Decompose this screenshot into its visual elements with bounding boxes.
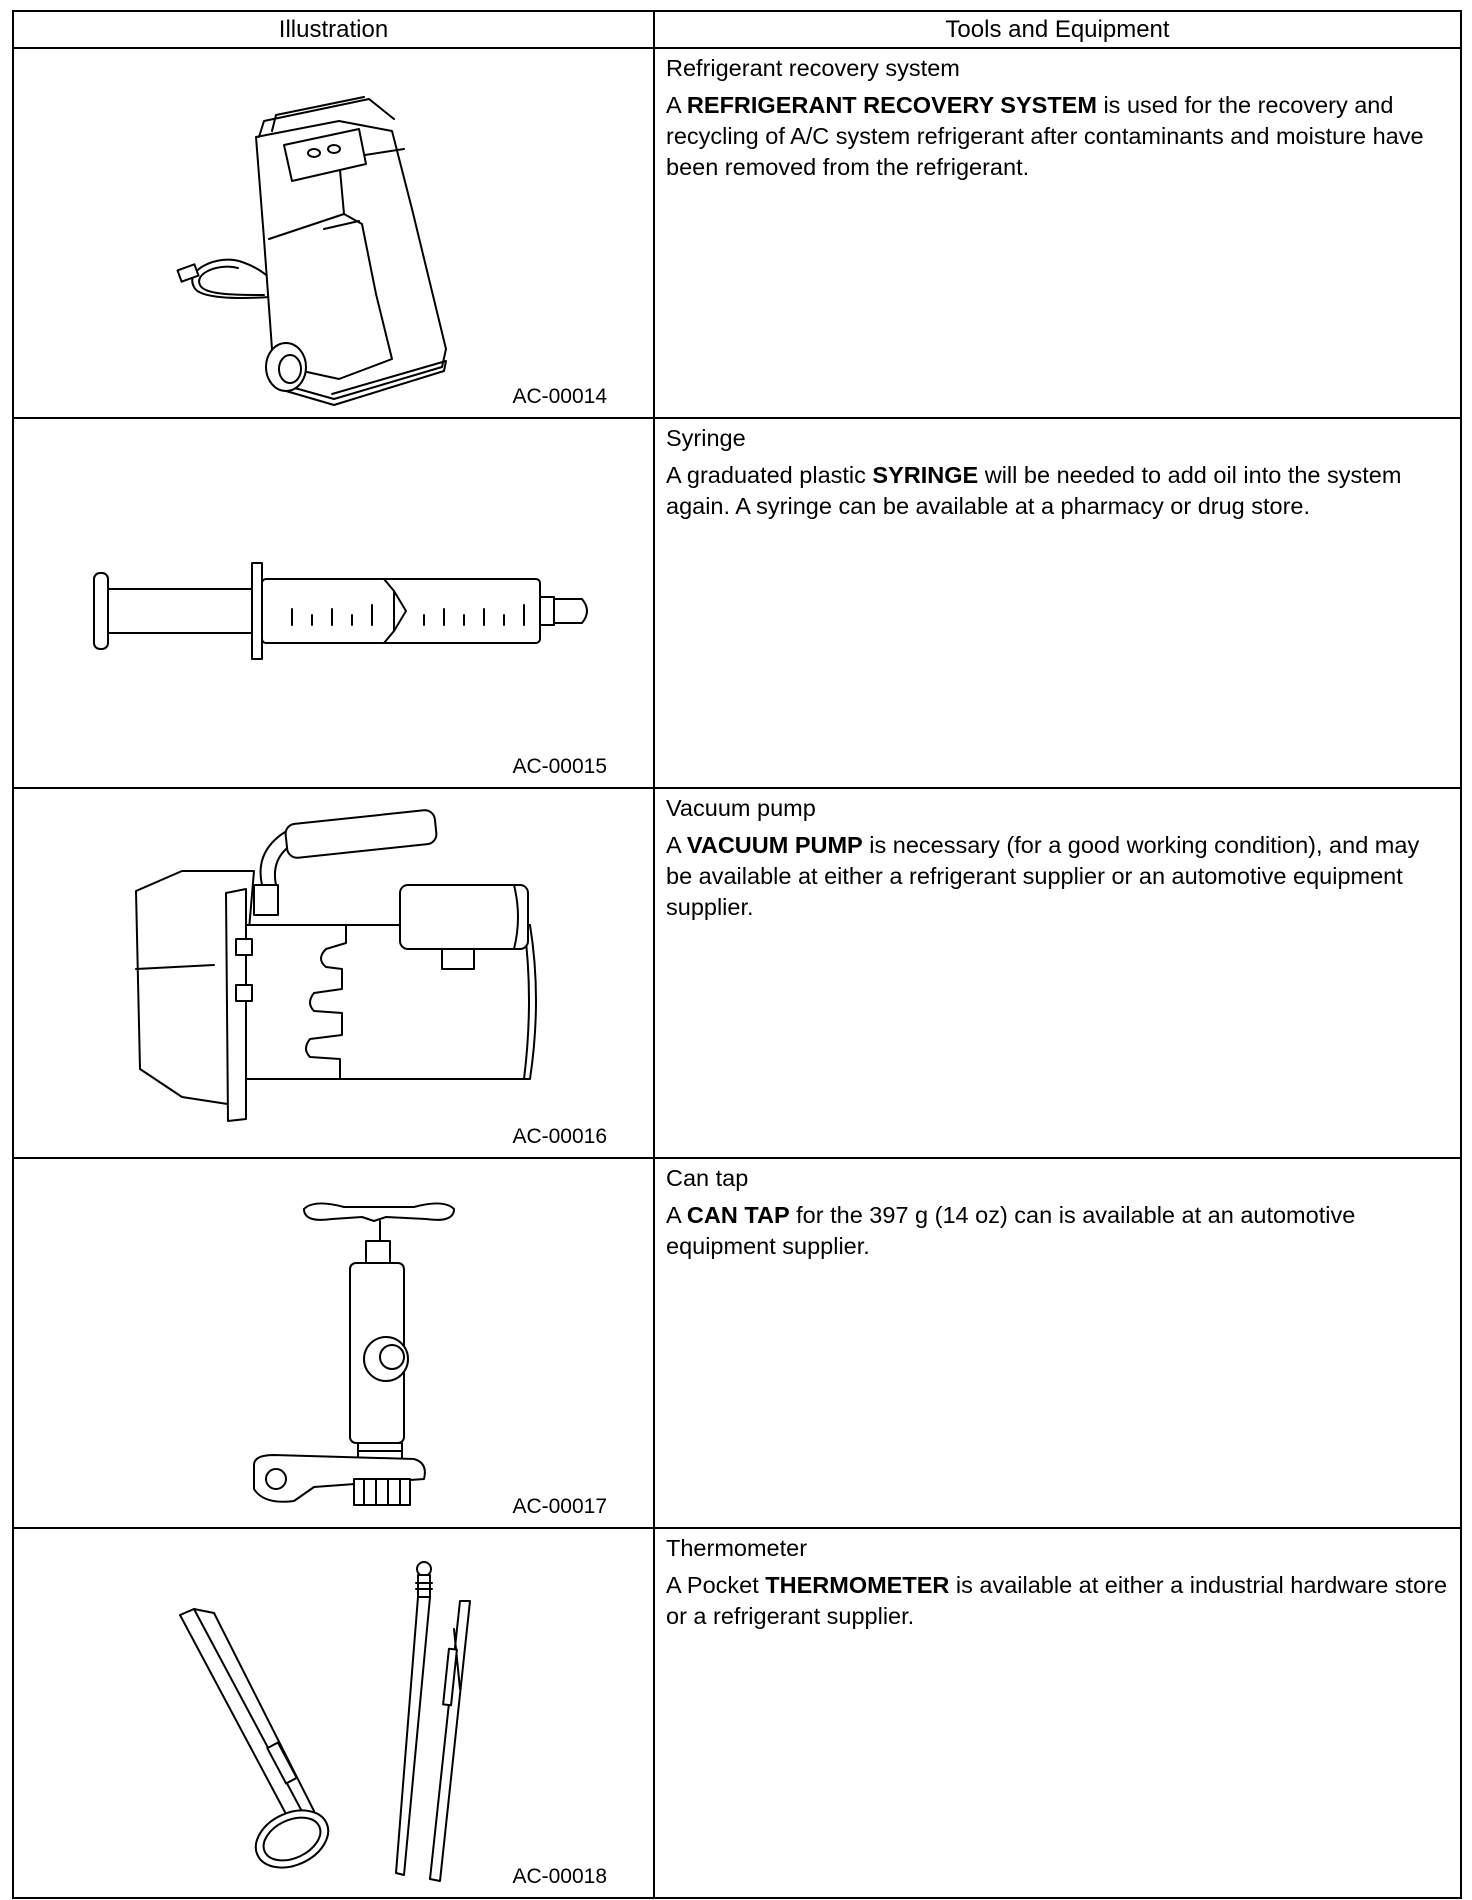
table-row bbox=[13, 1158, 1461, 1528]
tool-description bbox=[666, 1200, 1450, 1262]
description-text: A Pocket bbox=[666, 1572, 766, 1598]
refrigerant-recovery-system-icon bbox=[14, 49, 655, 417]
tools-table bbox=[12, 10, 1462, 1899]
illustration-cell bbox=[13, 788, 654, 1158]
description-text: A bbox=[666, 92, 687, 118]
tools-header: Tools and Equipment bbox=[654, 11, 1461, 48]
header-row bbox=[13, 11, 1461, 48]
description-text: A bbox=[666, 1202, 687, 1228]
description-cell bbox=[654, 418, 1461, 788]
tool-keyword: VACUUM PUMP bbox=[686, 832, 863, 858]
table-row bbox=[13, 788, 1461, 1158]
description-text: is used for the recovery and recycling of A/C system refrigerant after contaminants and moisture have been removed from the refrigerant. bbox=[666, 92, 1424, 180]
tool-description bbox=[666, 830, 1450, 923]
table-row bbox=[13, 1528, 1461, 1898]
description-text: for the 397 g (14 oz) can is available at an automotive equipment supplier. bbox=[666, 1202, 1356, 1259]
tool-name: Vacuum pump bbox=[666, 795, 816, 821]
illustration-cell bbox=[13, 1158, 654, 1528]
thermometer-icon bbox=[14, 1529, 655, 1897]
tool-description bbox=[666, 460, 1450, 522]
illustration-cell bbox=[13, 48, 654, 418]
tool-keyword: REFRIGERANT RECOVERY SYSTEM bbox=[686, 92, 1097, 118]
description-text: will be needed to add oil into the system again. A syringe can be available at a pharmacy or drug store. bbox=[666, 462, 1402, 519]
can-tap-icon bbox=[14, 1159, 655, 1527]
tool-name: Refrigerant recovery system bbox=[666, 55, 960, 81]
syringe-icon bbox=[14, 419, 655, 787]
description-cell bbox=[654, 48, 1461, 418]
vacuum-pump-icon bbox=[14, 789, 655, 1157]
table-row bbox=[13, 48, 1461, 418]
figure-code: AC-00018 bbox=[512, 1865, 607, 1888]
figure-code: AC-00016 bbox=[512, 1125, 607, 1148]
description-text: A bbox=[666, 832, 687, 858]
tool-description bbox=[666, 1570, 1450, 1632]
illustration-cell bbox=[13, 418, 654, 788]
description-text: is necessary (for a good working condition), and may be available at either a refrigerant supplier or an automotive equipment supplier. bbox=[666, 832, 1420, 920]
tool-keyword: CAN TAP bbox=[686, 1202, 790, 1228]
tool-description bbox=[666, 90, 1450, 183]
table-row bbox=[13, 418, 1461, 788]
description-cell bbox=[654, 1158, 1461, 1528]
tool-keyword: THERMOMETER bbox=[765, 1572, 950, 1598]
tool-keyword: SYRINGE bbox=[872, 462, 979, 488]
figure-code: AC-00015 bbox=[512, 755, 607, 778]
illustration-cell bbox=[13, 1528, 654, 1898]
tool-name: Can tap bbox=[666, 1165, 749, 1191]
figure-code: AC-00017 bbox=[512, 1495, 607, 1518]
description-text: is available at either a industrial hardware store or a refrigerant supplier. bbox=[666, 1572, 1448, 1629]
description-cell bbox=[654, 1528, 1461, 1898]
description-cell bbox=[654, 788, 1461, 1158]
tool-name: Thermometer bbox=[666, 1535, 808, 1561]
illustration-header: Illustration bbox=[13, 11, 654, 48]
tool-name: Syringe bbox=[666, 425, 746, 451]
description-text: A graduated plastic bbox=[666, 462, 873, 488]
figure-code: AC-00014 bbox=[512, 385, 607, 408]
